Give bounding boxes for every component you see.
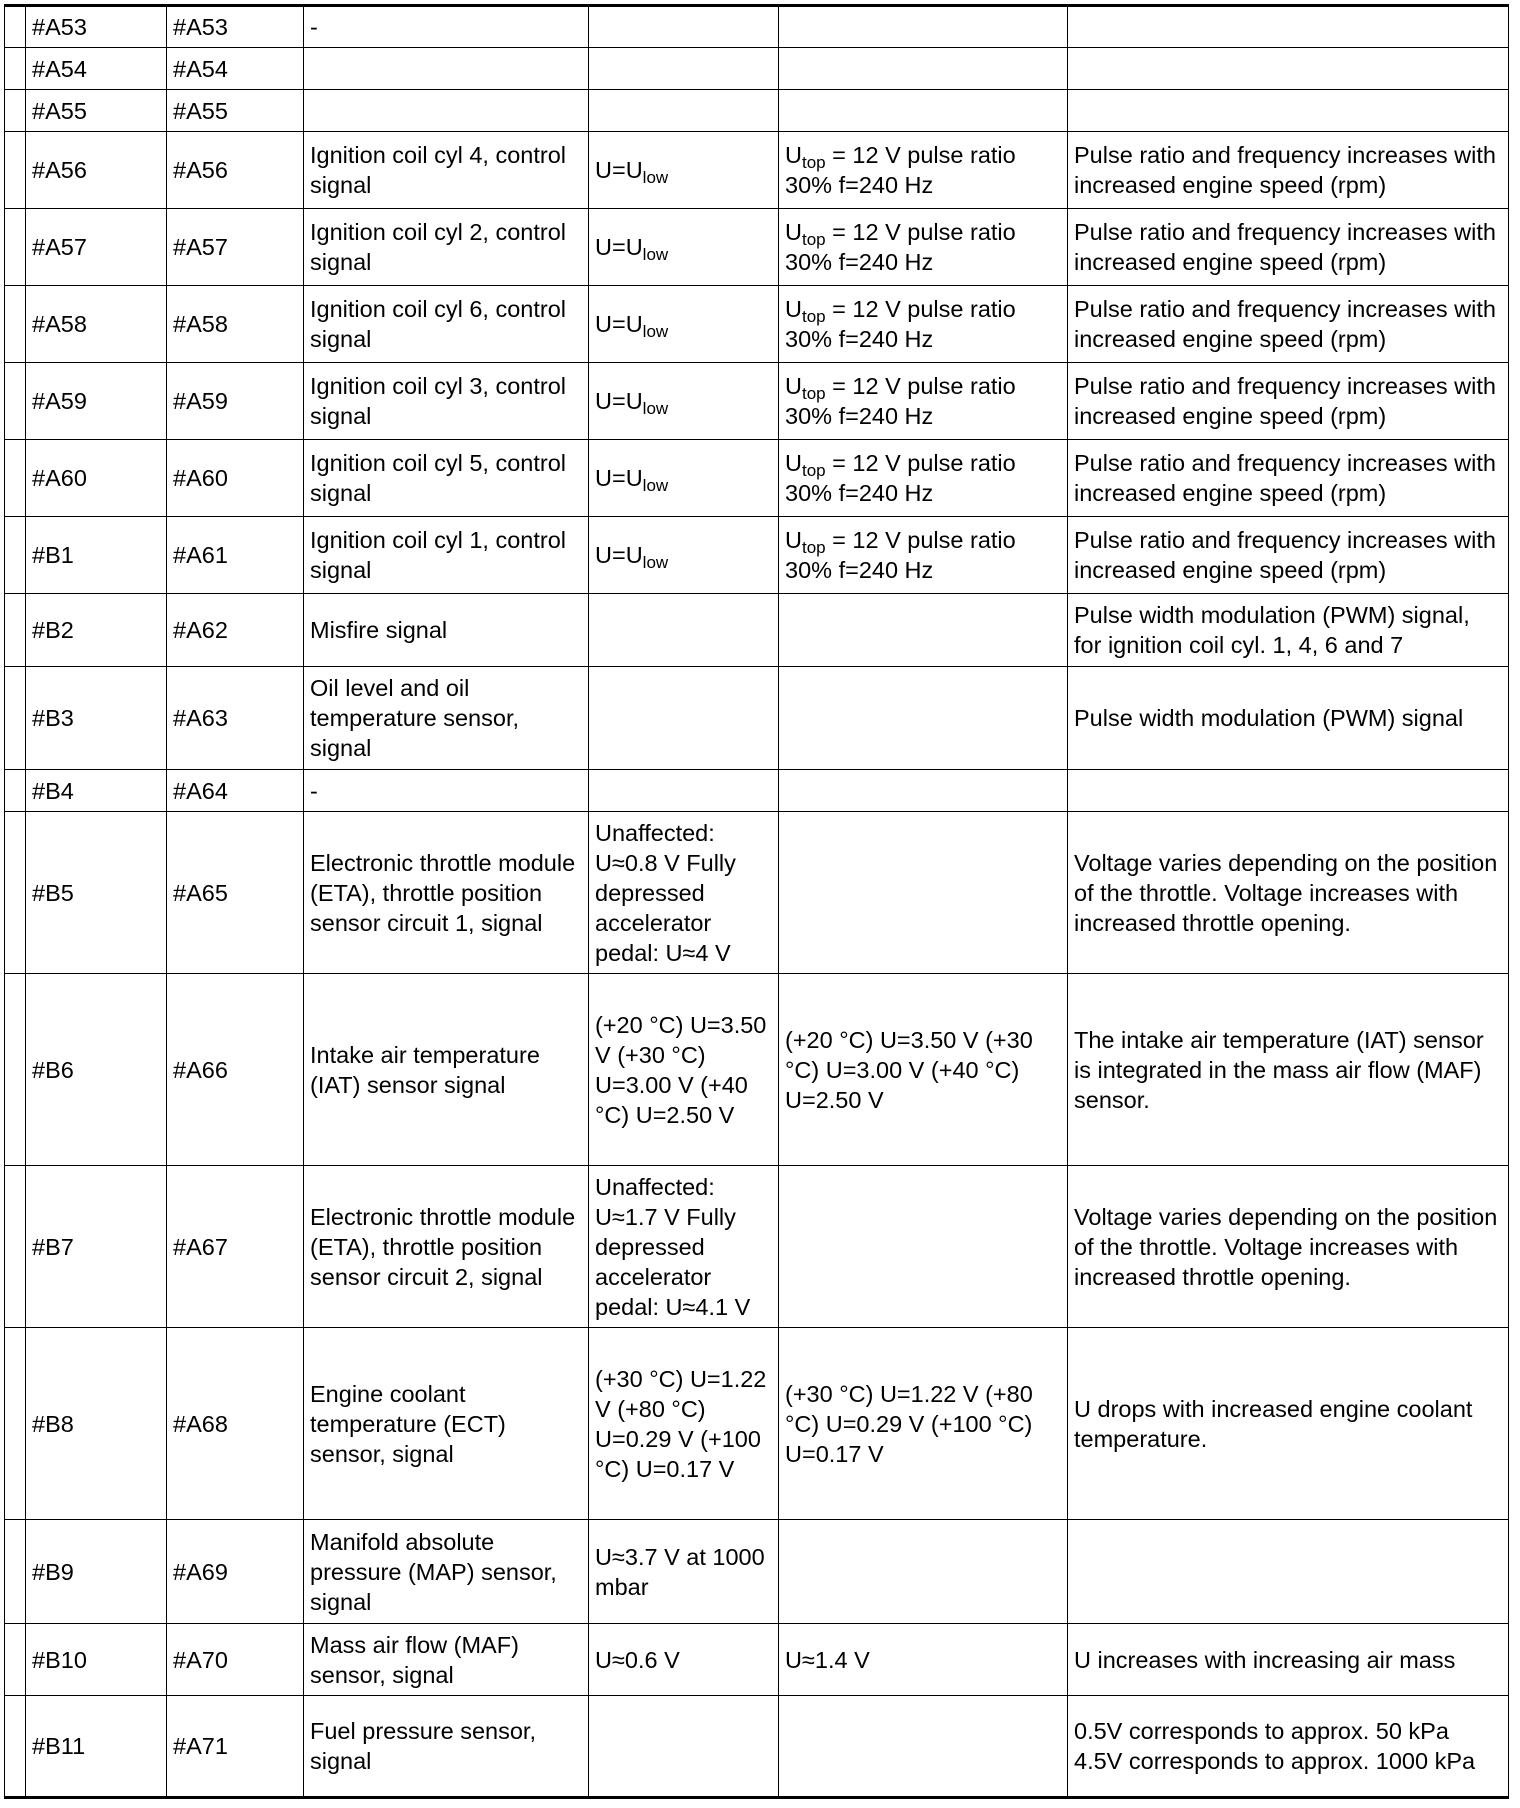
value2-cell: $U_{top} = 12$ V pulse ratio 30% f=240 Hz [779,286,1068,363]
pin-b-cell: #B3 [26,667,167,770]
pin-b-cell: #B9 [26,1520,167,1624]
pin-b-cell: #A55 [26,90,167,132]
table-row [5,90,1509,132]
value1-cell [589,667,779,770]
value2-cell [779,6,1068,48]
row-gutter [5,1520,26,1624]
value1-cell [589,48,779,90]
description-cell: Ignition coil cyl 5, control signal [304,440,589,517]
value1-cell [589,1696,779,1798]
comment-cell [1068,1520,1509,1624]
row-gutter [5,770,26,812]
comment-cell: Pulse ratio and frequency increases with increased engine speed (rpm) [1068,286,1509,363]
pin-a-cell: #A63 [167,667,304,770]
value2-cell [779,90,1068,132]
value2-cell: U≈1.4 V [779,1624,1068,1696]
pin-b-cell: #A57 [26,209,167,286]
pin-a-cell: #A53 [167,6,304,48]
table-row [5,1166,1509,1328]
value1-cell: $U=U_{low}$ [589,286,779,363]
table-row [5,209,1509,286]
table-row [5,1328,1509,1520]
comment-cell: Voltage varies depending on the position of the throttle. Voltage increases with increased throttle opening. [1068,1166,1509,1328]
row-gutter [5,667,26,770]
row-gutter [5,440,26,517]
pin-a-cell: #A69 [167,1520,304,1624]
value2-cell: $U_{top} = 12$ V pulse ratio 30% f=240 Hz [779,363,1068,440]
row-gutter [5,1328,26,1520]
pin-b-cell: #B5 [26,812,167,974]
value2-cell: (+20 °C) U=3.50 V (+30 °C) U=3.00 V (+40 °C) U=2.50 V [779,974,1068,1166]
description-cell: Fuel pressure sensor, signal [304,1696,589,1798]
pin-b-cell: #A54 [26,48,167,90]
value1-cell: $U=U_{low}$ [589,363,779,440]
pin-b-cell: #A58 [26,286,167,363]
pin-b-cell: #B8 [26,1328,167,1520]
pin-a-cell: #A60 [167,440,304,517]
comment-cell [1068,48,1509,90]
description-cell: - [304,770,589,812]
value2-cell [779,770,1068,812]
comment-cell: U increases with increasing air mass [1068,1624,1509,1696]
description-cell: Mass air flow (MAF) sensor, signal [304,1624,589,1696]
pin-a-cell: #A67 [167,1166,304,1328]
comment-cell [1068,90,1509,132]
pin-a-cell: #A65 [167,812,304,974]
comment-cell: Pulse ratio and frequency increases with increased engine speed (rpm) [1068,440,1509,517]
comment-cell: Voltage varies depending on the position of the throttle. Voltage increases with increased throttle opening. [1068,812,1509,974]
value1-cell: U≈3.7 V at 1000 mbar [589,1520,779,1624]
row-gutter [5,48,26,90]
description-cell: Ignition coil cyl 4, control signal [304,132,589,209]
pin-b-cell: #B1 [26,517,167,594]
row-gutter [5,594,26,667]
row-gutter [5,974,26,1166]
row-gutter [5,1624,26,1696]
table-row [5,6,1509,48]
table-row [5,132,1509,209]
row-gutter [5,6,26,48]
value2-cell: $U_{top} = 12$ V pulse ratio 30% f=240 Hz [779,517,1068,594]
comment-cell: Pulse ratio and frequency increases with increased engine speed (rpm) [1068,517,1509,594]
comment-cell: Pulse width modulation (PWM) signal, for ignition coil cyl. 1, 4, 6 and 7 [1068,594,1509,667]
description-cell: Oil level and oil temperature sensor, signal [304,667,589,770]
comment-cell [1068,6,1509,48]
table-row [5,1696,1509,1798]
pin-b-cell: #A59 [26,363,167,440]
table-row [5,667,1509,770]
value1-cell [589,6,779,48]
value1-cell: $U=U_{low}$ [589,517,779,594]
description-cell: Ignition coil cyl 3, control signal [304,363,589,440]
pin-a-cell: #A54 [167,48,304,90]
table-row [5,770,1509,812]
pin-a-cell: #A62 [167,594,304,667]
value1-cell: (+20 °C) U=3.50 V (+30 °C) U=3.00 V (+40 °C) U=2.50 V [589,974,779,1166]
value1-cell: $U=U_{low}$ [589,440,779,517]
value1-cell: $U=U_{low}$ [589,209,779,286]
comment-cell: Pulse ratio and frequency increases with increased engine speed (rpm) [1068,132,1509,209]
value2-cell: $U_{top} = 12$ V pulse ratio 30% f=240 Hz [779,132,1068,209]
value2-cell [779,812,1068,974]
pin-a-cell: #A57 [167,209,304,286]
table-row [5,974,1509,1166]
table-row [5,363,1509,440]
comment-cell: Pulse ratio and frequency increases with increased engine speed (rpm) [1068,363,1509,440]
table-row [5,812,1509,974]
row-gutter [5,132,26,209]
value1-cell [589,770,779,812]
value2-cell [779,48,1068,90]
pin-a-cell: #A70 [167,1624,304,1696]
description-cell: Misfire signal [304,594,589,667]
value2-cell [779,667,1068,770]
pin-a-cell: #A66 [167,974,304,1166]
pin-b-cell: #B4 [26,770,167,812]
value2-cell: $U_{top} = 12$ V pulse ratio 30% f=240 Hz [779,440,1068,517]
description-cell: Engine coolant temperature (ECT) sensor, signal [304,1328,589,1520]
description-cell: Ignition coil cyl 2, control signal [304,209,589,286]
comment-cell: Pulse ratio and frequency increases with increased engine speed (rpm) [1068,209,1509,286]
value1-cell: Unaffected: U≈1.7 V Fully depressed accelerator pedal: U≈4.1 V [589,1166,779,1328]
row-gutter [5,517,26,594]
pin-a-cell: #A71 [167,1696,304,1798]
comment-cell: Pulse width modulation (PWM) signal [1068,667,1509,770]
value2-cell: $U_{top} = 12$ V pulse ratio 30% f=240 Hz [779,209,1068,286]
value1-cell [589,90,779,132]
description-cell: - [304,6,589,48]
description-cell: Electronic throttle module (ETA), throttle position sensor circuit 1, signal [304,812,589,974]
value2-cell [779,1696,1068,1798]
value1-cell: (+30 °C) U=1.22 V (+80 °C) U=0.29 V (+100 °C) U=0.17 V [589,1328,779,1520]
comment-cell: U drops with increased engine coolant temperature. [1068,1328,1509,1520]
table-row [5,517,1509,594]
description-cell [304,90,589,132]
pin-a-cell: #A59 [167,363,304,440]
value2-cell [779,1166,1068,1328]
row-gutter [5,363,26,440]
table-row [5,1520,1509,1624]
pinout-table-sheet [4,4,1508,1799]
pin-a-cell: #A64 [167,770,304,812]
pin-a-cell: #A55 [167,90,304,132]
pin-b-cell: #B2 [26,594,167,667]
pin-b-cell: #B10 [26,1624,167,1696]
value2-cell [779,594,1068,667]
description-cell: Manifold absolute pressure (MAP) sensor, signal [304,1520,589,1624]
row-gutter [5,286,26,363]
row-gutter [5,90,26,132]
pin-b-cell: #A56 [26,132,167,209]
pin-b-cell: #B7 [26,1166,167,1328]
comment-cell [1068,770,1509,812]
value1-cell [589,594,779,667]
table-row [5,1624,1509,1696]
comment-cell: The intake air temperature (IAT) sensor is integrated in the mass air flow (MAF) sensor. [1068,974,1509,1166]
table-row [5,440,1509,517]
row-gutter [5,812,26,974]
value1-cell: Unaffected: U≈0.8 V Fully depressed accelerator pedal: U≈4 V [589,812,779,974]
pin-b-cell: #B6 [26,974,167,1166]
pin-b-cell: #A60 [26,440,167,517]
pin-b-cell: #B11 [26,1696,167,1798]
pin-b-cell: #A53 [26,6,167,48]
pin-a-cell: #A56 [167,132,304,209]
value2-cell: (+30 °C) U=1.22 V (+80 °C) U=0.29 V (+100 °C) U=0.17 V [779,1328,1068,1520]
pinout-table [4,4,1509,1799]
value1-cell: U≈0.6 V [589,1624,779,1696]
table-row [5,594,1509,667]
comment-cell: 0.5V corresponds to approx. 50 kPa 4.5V corresponds to approx. 1000 kPa [1068,1696,1509,1798]
description-cell: Ignition coil cyl 1, control signal [304,517,589,594]
description-cell: Electronic throttle module (ETA), throttle position sensor circuit 2, signal [304,1166,589,1328]
row-gutter [5,209,26,286]
description-cell [304,48,589,90]
pin-a-cell: #A58 [167,286,304,363]
table-row [5,286,1509,363]
pin-a-cell: #A68 [167,1328,304,1520]
row-gutter [5,1166,26,1328]
description-cell: Ignition coil cyl 6, control signal [304,286,589,363]
description-cell: Intake air temperature (IAT) sensor signal [304,974,589,1166]
value1-cell: $U=U_{low}$ [589,132,779,209]
pin-a-cell: #A61 [167,517,304,594]
table-row [5,48,1509,90]
value2-cell [779,1520,1068,1624]
row-gutter [5,1696,26,1798]
